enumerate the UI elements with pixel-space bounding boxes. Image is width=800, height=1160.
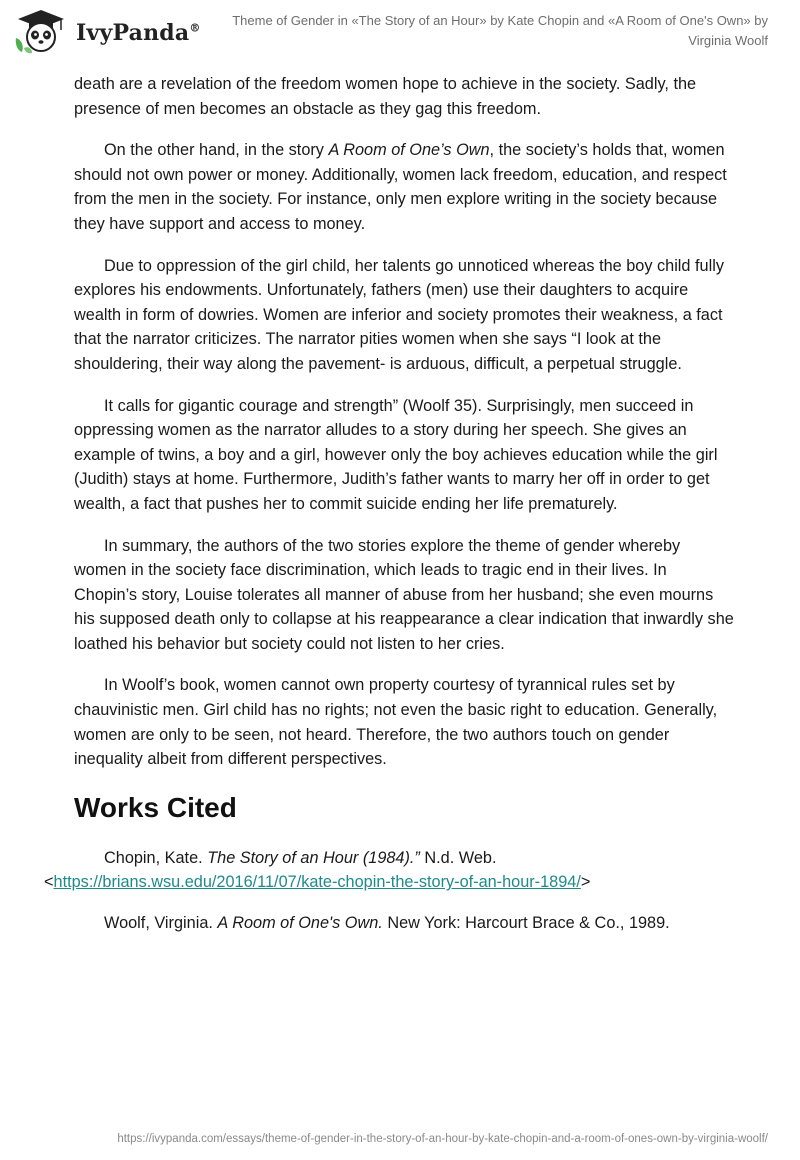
document-title: Theme of Gender in «The Story of an Hour» by Kate Chopin and «A Room of One's Own» by Virginia Woolf (232, 13, 768, 48)
paragraph: Due to oppression of the girl child, her talents go unnoticed whereas the boy child fully explores his endowments. Unfortunately, fathers (men) use their daughters to acquire wealth in form of dowries. Women are inferior and society promotes their weakness, a fact that the narrator criticizes. The narrator pities women when she says “I look at the shouldering, their way along the pavement- is arduous, difficult, a perpetual struggle. (74, 256, 724, 373)
essay-body (44, 72, 734, 952)
paragraph: In summary, the authors of the two stories explore the theme of gender whereby women in the society face discrimination, which leads to tragic end in their lives. In Chopin’s story, Louise tolerates all manner of abuse from her husband; she even mourns his supposed death only to collapse at his reappearance a clear indication that inwardly she loathed his behavior but society could not listen to her cries. (74, 536, 734, 653)
brand-name: IvyPanda® (76, 20, 201, 46)
book-title: A Room of One’s Own (328, 141, 490, 160)
citation-link[interactable]: https://brians.wsu.edu/2016/11/07/kate-chopin-the-story-of-an-hour-1894/ (53, 873, 581, 892)
citation-chopin: Chopin, Kate. The Story of an Hour (1984).” N.d. Web. <https://brians.wsu.edu/2016/11/07/kate-chopin-the-story-of-an-hour-1894/> (44, 848, 591, 892)
page-header (0, 0, 800, 64)
works-cited-heading: Works Cited (74, 791, 237, 823)
ivypanda-logo[interactable] (12, 8, 202, 56)
paragraph: In Woolf’s book, women cannot own property courtesy of tyrannical rules set by chauvinistic men. Girl child has no rights; not even the basic right to education. Generally, women are only to be seen, not heard. Therefore, the two authors touch on gender inequality albeit from different perspectives. (74, 676, 718, 769)
footer-url: https://ivypanda.com/essays/theme-of-gender-in-the-story-of-an-hour-by-kate-chopin-and-a-room-of-ones-own-by-virginia-woolf/ (117, 1133, 768, 1145)
paragraph: It calls for gigantic courage and strength” (Woolf 35). Surprisingly, men succeed in oppressing women as the narrator alludes to a story during her speech. She gives an example of twins, a boy and a girl, however only the boy achieves education while the girl (Judith) stays at home. Furthermore, Judith’s father wants to marry her off in order to get wealth, a fact that pushes her to commit suicide ending her life prematurely. (74, 396, 718, 513)
citation-woolf: Woolf, Virginia. A Room of One's Own. New York: Harcourt Brace & Co., 1989. (104, 914, 670, 933)
paragraph: death are a revelation of the freedom women hope to achieve in the society. Sadly, the presence of men becomes an obstacle as they gag this freedom. (74, 75, 697, 118)
paragraph: On the other hand, in the story A Room of One’s Own, the society’s holds that, women should not own power or money. Additionally, women lack freedom, education, and respect from the men in the society. For instance, only men explore writing in the society because they have support and access to money. (74, 141, 727, 233)
panda-icon (12, 8, 70, 54)
